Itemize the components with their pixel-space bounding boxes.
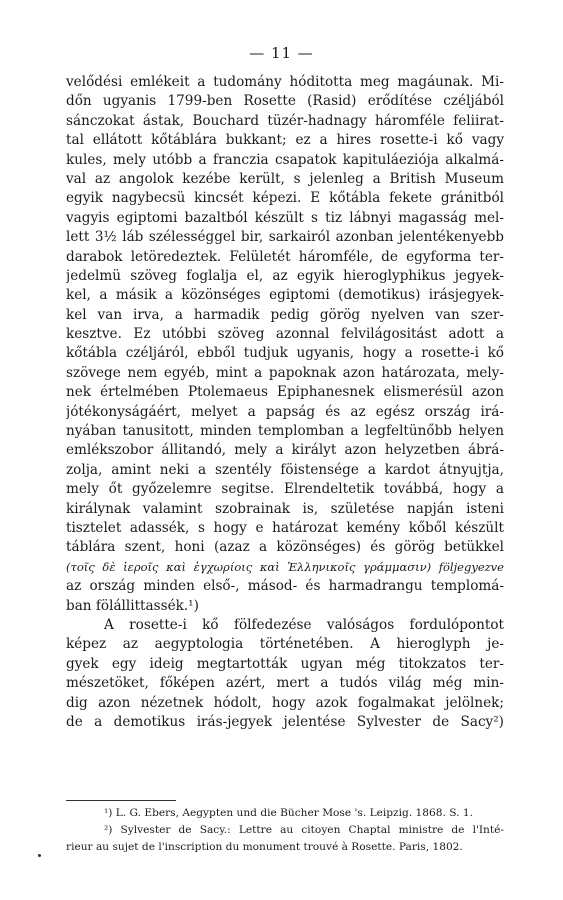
footnote-divider [66, 800, 176, 801]
text-line: tisztelet adassék, s hogy e határozat kemény kőből készült [66, 519, 504, 536]
text-line: de a demotikus irás-jegyek jelentése Sylvester de Sacy²) [66, 713, 504, 730]
text-line: kel van irva, a harmadik pedig görög nyelven van szer- [66, 306, 504, 323]
text-line: táblára szent, honi (azaz a közönséges) és görög betükkel [66, 539, 504, 556]
body-text [66, 73, 504, 732]
text-line: szövege nem egyéb, mint a papoknak azon határozata, mely- [66, 364, 504, 381]
footnote-1: ¹) L. G. Ebers, Aegypten und die Bücher Mose 's. Leipzig. 1868. S. 1. [104, 807, 473, 819]
text-line: dőn ugyanis 1799-ben Rosette (Rasid) erődítése czéljából [66, 93, 504, 110]
text-line: jótékonyságáért, melyet a papság és az egész ország irá- [66, 403, 504, 420]
text-line: nek értelmében Ptolemaeus Epiphanesnek elismerésül azon [66, 384, 504, 401]
text-line: képez az aegyptologia történetében. A hieroglyph je- [66, 636, 504, 653]
text-line: egyik nagybecsü kincsét képezi. E kőtábla fekete gránitból [66, 190, 504, 207]
page-number: — 11 — [249, 44, 314, 62]
text-line: vagyis egiptomi bazaltból készült s tiz lábnyi magasság mel- [66, 209, 504, 226]
paragraph-start-line: A rosette-i kő fölfedezése valóságos fordulópontot [104, 616, 504, 633]
text-line: kesztve. Ez utóbbi szöveg azonnal felvilágositást adott a [66, 326, 504, 343]
text-line: lett 3½ láb szélességgel bir, sarkairól azonban jelentékenyebb [66, 229, 504, 246]
text-line: mészetöket, főképen azért, mert a tudós világ még min- [66, 675, 504, 692]
text-line: val az angolok kezébe került, s jelenleg a British Museum [66, 170, 504, 187]
text-line: kules, mely utóbb a franczia csapatok kapituláeziója alkalmá- [66, 151, 504, 168]
footnotes [66, 805, 504, 856]
text-line: az ország minden első-, másod- és harmadrangu templomá- [66, 578, 504, 595]
ink-speck [38, 854, 41, 857]
text-line: emlékszobor állitandó, mely a királyt azon helyzetben ábrá- [66, 442, 504, 459]
text-line: kel, a másik a közönséges egiptomi (demotikus) irásjegyek- [66, 287, 504, 304]
footnote-2: ²) Sylvester de Sacy.: Lettre au citoyen Chaptal ministre de l'Inté- [104, 824, 504, 836]
text-line: ban fölállittassék.¹) [66, 597, 199, 614]
text-line: királynak valamint szobrainak is, születése napján isteni [66, 500, 504, 517]
text-line: sánczokat ástak, Bouchard tüzér-hadnagy háromféle feliirat- [66, 112, 504, 129]
text-line: gyek egy ideig megtartották ugyan még titokzatos ter- [66, 655, 504, 672]
text-line: kőtábla czéljáról, ebből tudjuk ugyanis, hogy a rosette-i kő [66, 345, 504, 362]
text-line: darabok letöredeztek. Felületét háromféle, de egyforma ter- [66, 248, 504, 265]
text-line: jedelmü szöveg foglalja el, az egyik hieroglyphikus jegyek- [66, 267, 504, 284]
text-line: nyában tanusitott, minden templomban a legfeltünőbb helyen [66, 423, 504, 440]
greek-text-line: (τοῖς δὲ ἱεροῖς καὶ ἐγχωρίοις καὶ Ἑλληνικοῖς γράμμασιν) följegyezve [66, 559, 504, 574]
text-line: zolja, amint neki a szentély föistensége a kardot átnyujtja, [66, 461, 504, 478]
text-line: tal ellátott kőtáblára bukkant; ez a hires rosette-i kő vagy [66, 132, 504, 149]
text-line: dig azon nézetnek hódolt, hogy azok fogalmakat jelölnek; [66, 694, 504, 711]
text-line: velődési emlékeit a tudomány hóditotta meg magáunak. Mi- [66, 74, 504, 90]
footnote-2-continued: rieur au sujet de l'inscription du monument trouvé à Rosette. Paris, 1802. [66, 841, 463, 853]
text-line: mely őt győzelemre segitse. Elrendeltetik továbbá, hogy a [66, 481, 504, 498]
